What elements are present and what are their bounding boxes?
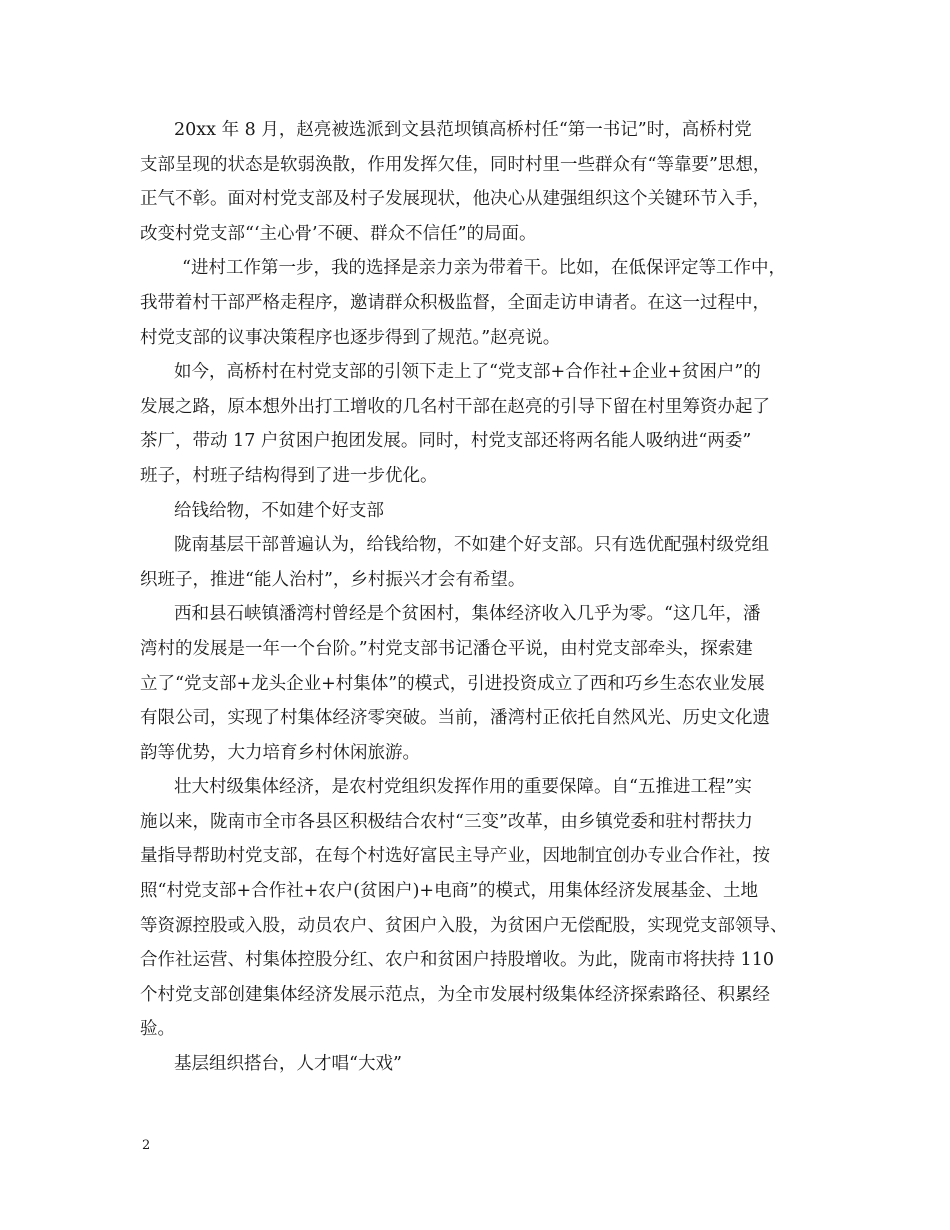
text-line: 我带着村干部严格走程序，邀请群众积极监督，全面走访申请者。在这一过程中， — [140, 292, 770, 313]
text-line: 验。 — [140, 1019, 175, 1040]
text-line: 湾村的发展是一年一个台阶。”村党支部书记潘仓平说，由村党支部牵头，探索建 — [140, 638, 753, 659]
paragraph — [140, 251, 816, 355]
text-line: 照“村党支部+合作社+农户(贫困户)+电商”的模式，用集体经济发展基金、土地 — [140, 881, 759, 902]
text-line: 立了“党支部+龙头企业+村集体”的模式，引进投资成立了西和巧乡生态农业发展 — [140, 673, 765, 694]
text-line: 陇南基层干部普遍认为，给钱给物，不如建个好支部。只有选优配强村级党组 — [174, 535, 769, 556]
text-line: 发展之路，原本想外出打工增收的几名村干部在赵亮的引导下留在村里筹资办起了 — [140, 396, 770, 417]
text-line: 有限公司，实现了村集体经济零突破。当前，潘湾村正依托自然风光、历史文化遗 — [140, 708, 770, 729]
paragraph — [140, 597, 816, 770]
paragraph — [140, 113, 816, 251]
document-body — [140, 113, 816, 1082]
text-line: “进村工作第一步，我的选择是亲力亲为带着干。比如，在低保评定等工作中， — [182, 258, 786, 279]
text-line: 支部呈现的状态是软弱涣散，作用发挥欠佳，同时村里一些群众有“等靠要”思想， — [140, 154, 771, 175]
text-line: 量指导帮助村党支部，在每个村选好富民主导产业，因地制宜创办专业合作社，按 — [140, 846, 770, 867]
text-line: 20xx 年 8 月，赵亮被选派到文县范坝镇高桥村任“第一书记”时，高桥村党 — [174, 120, 752, 140]
section-heading: 基层组织搭台，人才唱“大戏” — [174, 1054, 402, 1075]
text-line: 村党支部的议事决策程序也逐步得到了规范。”赵亮说。 — [140, 327, 561, 348]
paragraph — [140, 528, 816, 597]
text-line: 等资源控股或入股，动员农户、贫困户入股，为贫困户无偿配股，实现党支部领导、 — [140, 915, 788, 936]
text-line: 如今，高桥村在村党支部的引领下走上了“党支部+合作社+企业+贫困户”的 — [174, 362, 761, 383]
section-heading: 给钱给物，不如建个好支部 — [174, 500, 384, 521]
text-line: 正气不彰。面对村党支部及村子发展现状，他决心从建强组织这个关键环节入手， — [140, 189, 770, 210]
text-line: 施以来，陇南市全市各县区积极结合农村“三变”改革，由乡镇党委和驻村帮扶力 — [140, 811, 753, 832]
paragraph — [140, 770, 816, 1047]
text-line: 织班子，推进“能人治村”，乡村振兴才会有希望。 — [140, 569, 526, 590]
text-line: 个村党支部创建集体经济发展示范点，为全市发展村级集体经济探索路径、积累经 — [140, 984, 770, 1005]
text-line: 茶厂，带动 17 户贫困户抱团发展。同时，村党支部还将两名能人吸纳进“两委” — [140, 431, 752, 452]
page-number: 2 — [142, 1138, 151, 1153]
text-line: 西和县石峡镇潘湾村曾经是个贫困村，集体经济收入几乎为零。“这几年，潘 — [174, 604, 761, 625]
text-line: 壮大村级集体经济，是农村党组织发挥作用的重要保障。自“五推进工程”实 — [174, 777, 752, 798]
text-line: 韵等优势，大力培育乡村休闲旅游。 — [140, 742, 420, 763]
text-line: 班子，村班子结构得到了进一步优化。 — [140, 465, 438, 486]
text-line: 合作社运营、村集体控股分红、农户和贫困户持股增收。为此，陇南市将扶持 110 — [140, 950, 774, 971]
paragraph — [140, 355, 816, 493]
text-line: 改变村党支部“‘主心骨’不硬、群众不信任”的局面。 — [140, 223, 537, 244]
